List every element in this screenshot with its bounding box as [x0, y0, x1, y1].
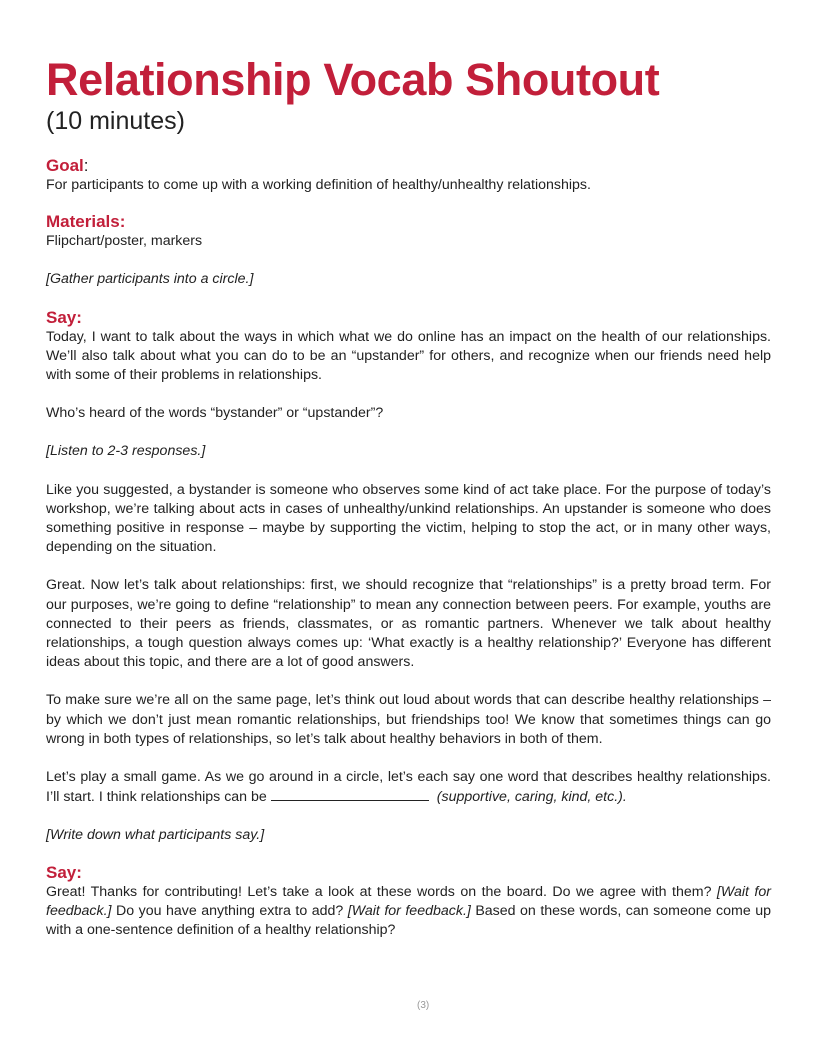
fill-in-blank [271, 787, 429, 801]
say1-paragraph-4: Like you suggested, a bystander is someone who observes some kind of act take place. For the purpose of today’s workshop, we’re talking about acts in cases of unhealthy/unkind relationships. An upstander is someone who does something positive in response – maybe by supporting the victim, helping to stop the act, or in many other ways, depending on the situation. [46, 481, 771, 556]
goal-heading [46, 156, 771, 176]
page-title: Relationship Vocab Shoutout [46, 54, 660, 105]
say1-instruction-listen: [Listen to 2-3 responses.] [46, 443, 206, 460]
say2-text-1: Great! Thanks for contributing! Let’s take a look at these words on the board. Do we agree with them? [46, 883, 712, 900]
worksheet-page [46, 54, 771, 940]
say-heading-1: Say: [46, 307, 82, 327]
say1-paragraph-6: To make sure we’re all on the same page, let’s think out loud about words that can describe healthy relationships – by which we don’t just mean romantic relationships, but friendships too! We know that sometimes things can go wrong in both types of relationships, so let’s talk about healthy behaviors in both of them. [46, 692, 771, 747]
goal-heading-label: Goal [46, 156, 84, 175]
say2-instruction-1: [Wait for feedback.] [46, 883, 771, 919]
say1-paragraph-2: Who’s heard of the words “bystander” or “upstander”? [46, 405, 384, 422]
game-prompt-text: Let’s play a small game. As we go around in a circle, let’s each say one word that describes healthy relationships. I’ll start. I think relationships can be [46, 769, 771, 806]
duration-subtitle: (10 minutes) [46, 107, 185, 135]
say1-paragraph-5: Great. Now let’s talk about relationships: first, we should recognize that “relationships” is a pretty broad term. For our purposes, we’re going to define “relationship” to mean any connection between peers. For example, youths are connected to their peers as friends, classmates, or as romantic partners. Whenever we talk about healthy relationships, a tough question always comes up: ‘What exactly is a healthy relationship?’ Everyone has different ideas about this topic, and there are a lot of good answers. [46, 577, 771, 671]
page-number: (3) [417, 1000, 430, 1011]
say2-text-2: Do you have anything extra to add? [115, 902, 344, 919]
materials-text: Flipchart/poster, markers [46, 233, 203, 250]
say2-text-3: Based on these words, can someone come up with a one-sentence definition of a healthy relationship? [46, 902, 771, 939]
say1-instruction-write: [Write down what participants say.] [46, 827, 265, 844]
say-heading-2: Say: [46, 862, 82, 882]
materials-heading: Materials: [46, 212, 126, 232]
say2-instruction-2: [Wait for feedback.] [347, 902, 471, 919]
say1-paragraph-7 [46, 768, 771, 807]
say1-paragraph-1: Today, I want to talk about the ways in which what we do online has an impact on the health of our relationships. We’ll also talk about what you can do to be an “upstander” for others, and recognize when our friends need help with some of their problems in relationships. [46, 328, 771, 384]
say2-paragraph [46, 883, 771, 941]
goal-heading-colon: : [83, 156, 89, 175]
example-words: (supportive, caring, kind, etc.). [436, 789, 627, 806]
goal-text: For participants to come up with a working definition of healthy/unhealthy relationships. [46, 177, 591, 193]
materials-instruction: [Gather participants into a circle.] [46, 271, 254, 288]
